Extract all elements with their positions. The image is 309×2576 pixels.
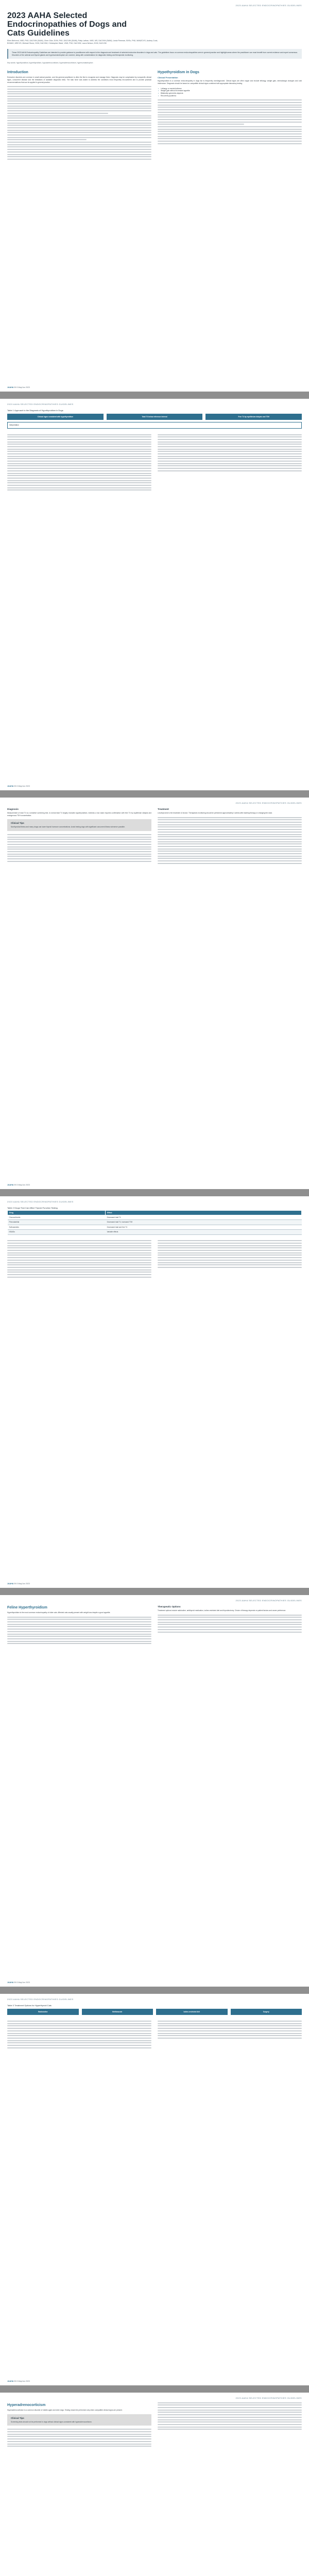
list-item: • Bilaterally symmetric alopecia xyxy=(161,92,302,95)
section-heading: Diagnosis xyxy=(7,808,19,810)
abstract-box: These 2023 AAHA Endocrinopathy Guidelines are intended to provide guidance to practitioners with respect to the diagnosis and treatment of selected endocrine disorders in dogs and cats. The guidelines focus on common endocrinopathies seen in general practice and highlight areas where the practitioner can most benefit from current evidence and expert consensus. Disorders of the adrenal and thyroid glands and hypersomatotropism are covered, along with considerations for diagnostic testing and therapeutic monitoring. xyxy=(7,49,302,59)
flow-step: Total T4 below reference interval xyxy=(107,414,203,420)
column-header: Drug xyxy=(8,1211,106,1215)
callout-body: Screening tests should not be performed in dogs without clinical signs consistent with hyperadrenocorticism. xyxy=(11,2420,92,2423)
option-header: Surgery xyxy=(231,2009,302,2015)
body-paragraph: Treatment options include radioiodine, antithyroid medication, iodine-restricted diet and thyroidectomy. Choice of therapy depends on patient factors and owner preference. xyxy=(158,1609,286,1612)
body-paragraph: Levothyroxine is the treatment of choice. Therapeutic monitoring should be performed approximately 4 weeks after starting therapy or changing the dose. xyxy=(158,812,273,814)
running-head: 2023 AAHA SELECTED ENDOCRINOPATHIES GUIDELINES xyxy=(235,2397,302,2399)
section-heading: Treatment xyxy=(158,808,169,810)
table-caption: Table 1 Approach to the Diagnosis of Hypothyroidism in Dogs xyxy=(7,409,63,412)
option-columns xyxy=(7,2009,302,2015)
body-paragraph: Endocrine disorders are common in small animal practice, and the general practitioner is often the first to recognize and manage them. Diagnosis may be complicated by nonspecific clinical signs, concurrent disease and the limitations of available diagnostic tests. The task force was asked to address the conditions most frequently encountered and to provide practical recommendations that can be applied in general practice. xyxy=(7,76,151,83)
subsection-heading: Clinical Presentation xyxy=(158,76,178,79)
page-1 xyxy=(0,0,309,392)
body-paragraph: Hyperadrenocorticism is a common disorder of middle-aged and older dogs. Testing should be performed only when compatible clinical signs are present. xyxy=(7,2409,123,2411)
flowchart-row xyxy=(7,414,302,420)
running-head: 2023 AAHA SELECTED ENDOCRINOPATHIES GUIDELINES xyxy=(235,1599,302,1602)
section-heading: Introduction xyxy=(7,71,28,75)
table-1 xyxy=(7,409,302,429)
author-list: Ellen Behrend, VMD, PhD, DACVIM (SAIM), Chen Gilor, DVM, PhD, DACVIM (SAIM), Patty Lathan, VMD, MS, DACVIM (SAIM), Linda Fleeman, BVSc, PhD, MANZCVS, Audrey Cook, BVM&S, MRCVS, Michael Stone, DVM, DACVIM, Christopher Ward, VMD, PhD, DACVIM, Laura Nelson, DVM, DACVIM xyxy=(7,40,158,44)
table-row: Glucocorticoids Decreased total T4 xyxy=(8,1215,302,1220)
callout-title: Clinical Tips xyxy=(11,822,24,825)
flow-step: Free T4 by equilibrium dialysis and TSH xyxy=(205,414,302,420)
flow-interpretation: Interpretation xyxy=(7,422,302,428)
list-item: • Weight gain without increased appetite xyxy=(161,90,302,92)
page-footer: JAAHA 59:3 May/Jun 2023 xyxy=(7,785,30,787)
body-paragraph: Measurement of total T4 is a sensitive screening test. A normal total T4 largely excludes hypothyroidism, whereas a low value requires confirmation with free T4 by equilibrium dialysis and endogenous TSH concentration. xyxy=(7,812,151,817)
list-item: • Lethargy or mental dullness xyxy=(161,88,302,90)
clinical-tips-box xyxy=(7,2414,151,2426)
table-2 xyxy=(7,1207,302,1235)
page-footer: JAAHA 59:3 May/Jun 2023 xyxy=(7,1583,30,1585)
article-title: 2023 AAHA Selected Endocrinopathies of Dogs and Cats Guidelines xyxy=(7,11,127,38)
page-6 xyxy=(0,1994,309,2385)
callout-title: Clinical Tips xyxy=(11,2416,24,2419)
option-header: Methimazole xyxy=(82,2009,153,2015)
bullet-list xyxy=(158,88,302,97)
body-paragraph: Hyperthyroidism is the most common endocrinopathy of older cats. Affected cats usually present with weight loss despite a good appetite. xyxy=(7,1612,111,1614)
flow-step: Clinical signs consistent with hypothyroidism xyxy=(7,414,104,420)
page-footer: JAAHA 59:3 May/Jun 2023 xyxy=(7,1981,30,1984)
running-head: 2023 AAHA SELECTED ENDOCRINOPATHIES GUIDELINES xyxy=(235,802,302,804)
table-row: Phenobarbital Decreased total T4, increased TSH xyxy=(8,1220,302,1225)
section-heading: Hypothyroidism in Dogs xyxy=(158,71,199,75)
page-7 xyxy=(0,2393,309,2576)
subsection-heading: Therapeutic Options xyxy=(158,1605,181,1608)
table-row: Sulfonamides Decreased total and free T4 xyxy=(8,1225,302,1229)
section-heading: Feline Hyperthyroidism xyxy=(7,1606,47,1609)
table-caption: Table 2 Drugs That Can Affect Thyroid Function Testing xyxy=(7,1207,58,1209)
clinical-tips-box xyxy=(7,819,151,831)
keywords: Key words: hypothyroidism, hyperthyroidism, hypoadrenocorticism, hyperadrenocorticism, hypersomatotropism xyxy=(7,62,93,64)
right-column xyxy=(158,68,302,161)
page-footer xyxy=(7,386,302,388)
data-table xyxy=(7,1210,302,1235)
two-column-body xyxy=(7,68,302,161)
section-heading: Hyperadrenocorticism xyxy=(7,2403,46,2407)
running-head: 2023 AAHA SELECTED ENDOCRINOPATHIES GUIDELINES xyxy=(7,403,74,405)
running-head: 2023 AAHA SELECTED ENDOCRINOPATHIES GUIDELINES xyxy=(7,1998,74,2001)
page-4 xyxy=(0,1196,309,1588)
page-5 xyxy=(0,1595,309,1987)
column-header: Effect xyxy=(106,1211,302,1215)
issue-label: 59:3 May/Jun 2023 xyxy=(14,386,30,388)
list-item: • Recurrent pyoderma xyxy=(161,95,302,97)
body-paragraph: Hypothyroidism is a common endocrinopathy in dogs but is frequently overdiagnosed. Clinical signs are often vague and include lethargy, weight gain, dermatologic changes and cold intolerance. Diagnosis should be based on compatible clinical signs combined with appropriate laboratory testing. xyxy=(158,80,302,84)
callout-body: Nonthyroidal illness and many drugs can lower thyroid hormone concentrations. Avoid testing dogs with significant concurrent illness whenever possible. xyxy=(11,826,125,828)
table-row: NSAIDs Variable effects xyxy=(8,1230,302,1234)
running-head: 2023 AAHA SELECTED ENDOCRINOPATHIES GUIDELINES xyxy=(7,1200,74,1203)
table-caption: Table 3 Treatment Options for Hyperthyroid Cats xyxy=(7,2004,52,2007)
journal-name: JAAHA xyxy=(7,386,14,388)
running-head: 2023 AAHA SELECTED ENDOCRINOPATHIES GUIDELINES xyxy=(235,4,302,7)
table-3 xyxy=(7,2004,302,2015)
page-footer: JAAHA 59:3 May/Jun 2023 xyxy=(7,2380,30,2382)
option-header: Radioiodine xyxy=(7,2009,79,2015)
page-2 xyxy=(0,399,309,790)
page-footer: JAAHA 59:3 May/Jun 2023 xyxy=(7,1184,30,1186)
page-3 xyxy=(0,798,309,1189)
option-header: Iodine-restricted diet xyxy=(156,2009,228,2015)
left-column xyxy=(7,68,151,161)
